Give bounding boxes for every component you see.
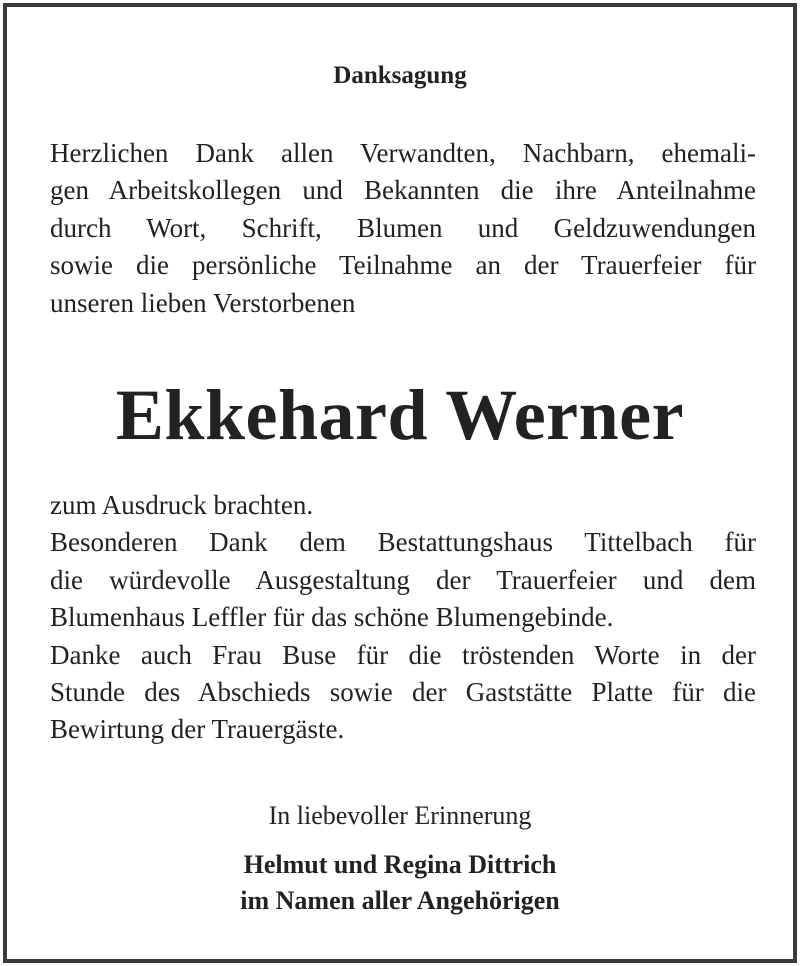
intro-line: gen Arbeitskollegen und Bekannten die ihre Anteilnahme — [50, 175, 756, 206]
closing-line: Stunde des Abschieds sowie der Gaststätte Platte für die — [50, 677, 756, 708]
closing-line: die würdevolle Ausgestaltung der Trauerfeier und dem — [50, 564, 756, 595]
intro-line: durch Wort, Schrift, Blumen und Geldzuwendungen — [50, 212, 756, 243]
closing-line: Bewirtung der Trauergäste. — [50, 714, 345, 745]
closing-line: Blumenhaus Leffler für das schöne Blumengebinde. — [50, 602, 614, 633]
intro-line: Herzlichen Dank allen Verwandten, Nachbarn, ehemali- — [50, 138, 756, 168]
deceased-name: Ekkehard Werner — [115, 375, 685, 455]
closing-line: Besonderen Dank dem Bestattungshaus Tittelbach für — [50, 527, 756, 558]
closing-paragraph — [50, 487, 756, 749]
intro-line: unseren lieben Verstorbenen — [50, 287, 356, 318]
intro-paragraph — [50, 135, 756, 322]
signer-relation: im Namen aller Angehörigen — [240, 886, 560, 915]
signer-names: Helmut und Regina Dittrich — [243, 850, 557, 879]
memory-line: In liebevoller Erinnerung — [268, 801, 532, 830]
signers-block — [7, 847, 793, 919]
notice-heading: Danksagung — [333, 62, 467, 89]
intro-line: sowie die persönliche Teilnahme an der Trauerfeier für — [50, 250, 756, 281]
closing-line: zum Ausdruck brachten. — [50, 490, 314, 520]
obituary-notice-frame — [3, 3, 797, 963]
closing-line: Danke auch Frau Buse für die tröstenden Worte in der — [50, 639, 756, 670]
